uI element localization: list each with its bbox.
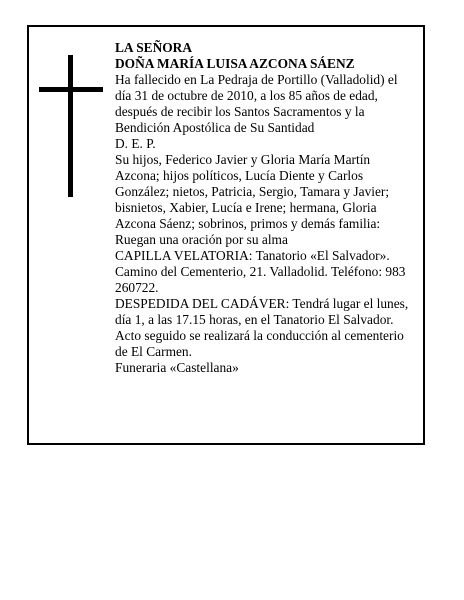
cross-icon [39, 55, 103, 197]
cross-vertical-bar [68, 55, 73, 197]
family-list: Su hijos, Federico Javier y Gloria María Martín Azcona; hijos políticos, Lucía Diente y Carlos González; nietos, Patricia, Sergio, Tamara y Javier; bisnietos, Xabier, Lucía e Irene; hermana, Gloria Azcona Sáenz; sobrinos, primos y demás familia: [115, 152, 390, 231]
deceased-name: DOÑA MARÍA LUISA AZCONA SÁENZ [115, 56, 355, 71]
notice-text [115, 40, 415, 376]
cross-horizontal-bar [39, 87, 103, 92]
notice-heading: LA SEÑORA [115, 40, 193, 55]
death-announcement: Ha fallecido en La Pedraja de Portillo (Valladolid) el día 31 de octubre de 2010, a los 85 años de edad, después de recibir los Santos Sacramentos y la Bendición Apostólica de Su Santidad [115, 72, 398, 135]
farewell-info: DESPEDIDA DEL CADÁVER: Tendrá lugar el lunes, día 1, a las 17.15 horas, en el Tanatorio El Salvador. Acto seguido se realizará la conducción al cementerio de El Carmen. [115, 296, 409, 359]
funeral-home: Funeraria «Castellana» [115, 360, 239, 375]
chapel-info: CAPILLA VELATORIA: Tanatorio «El Salvador». Camino del Cementerio, 21. Valladolid. Teléfono: 983 260722. [115, 248, 406, 295]
obituary-notice [27, 25, 425, 445]
prayer-request: Ruegan una oración por su alma [115, 232, 288, 247]
dep-line: D. E. P. [115, 136, 156, 151]
